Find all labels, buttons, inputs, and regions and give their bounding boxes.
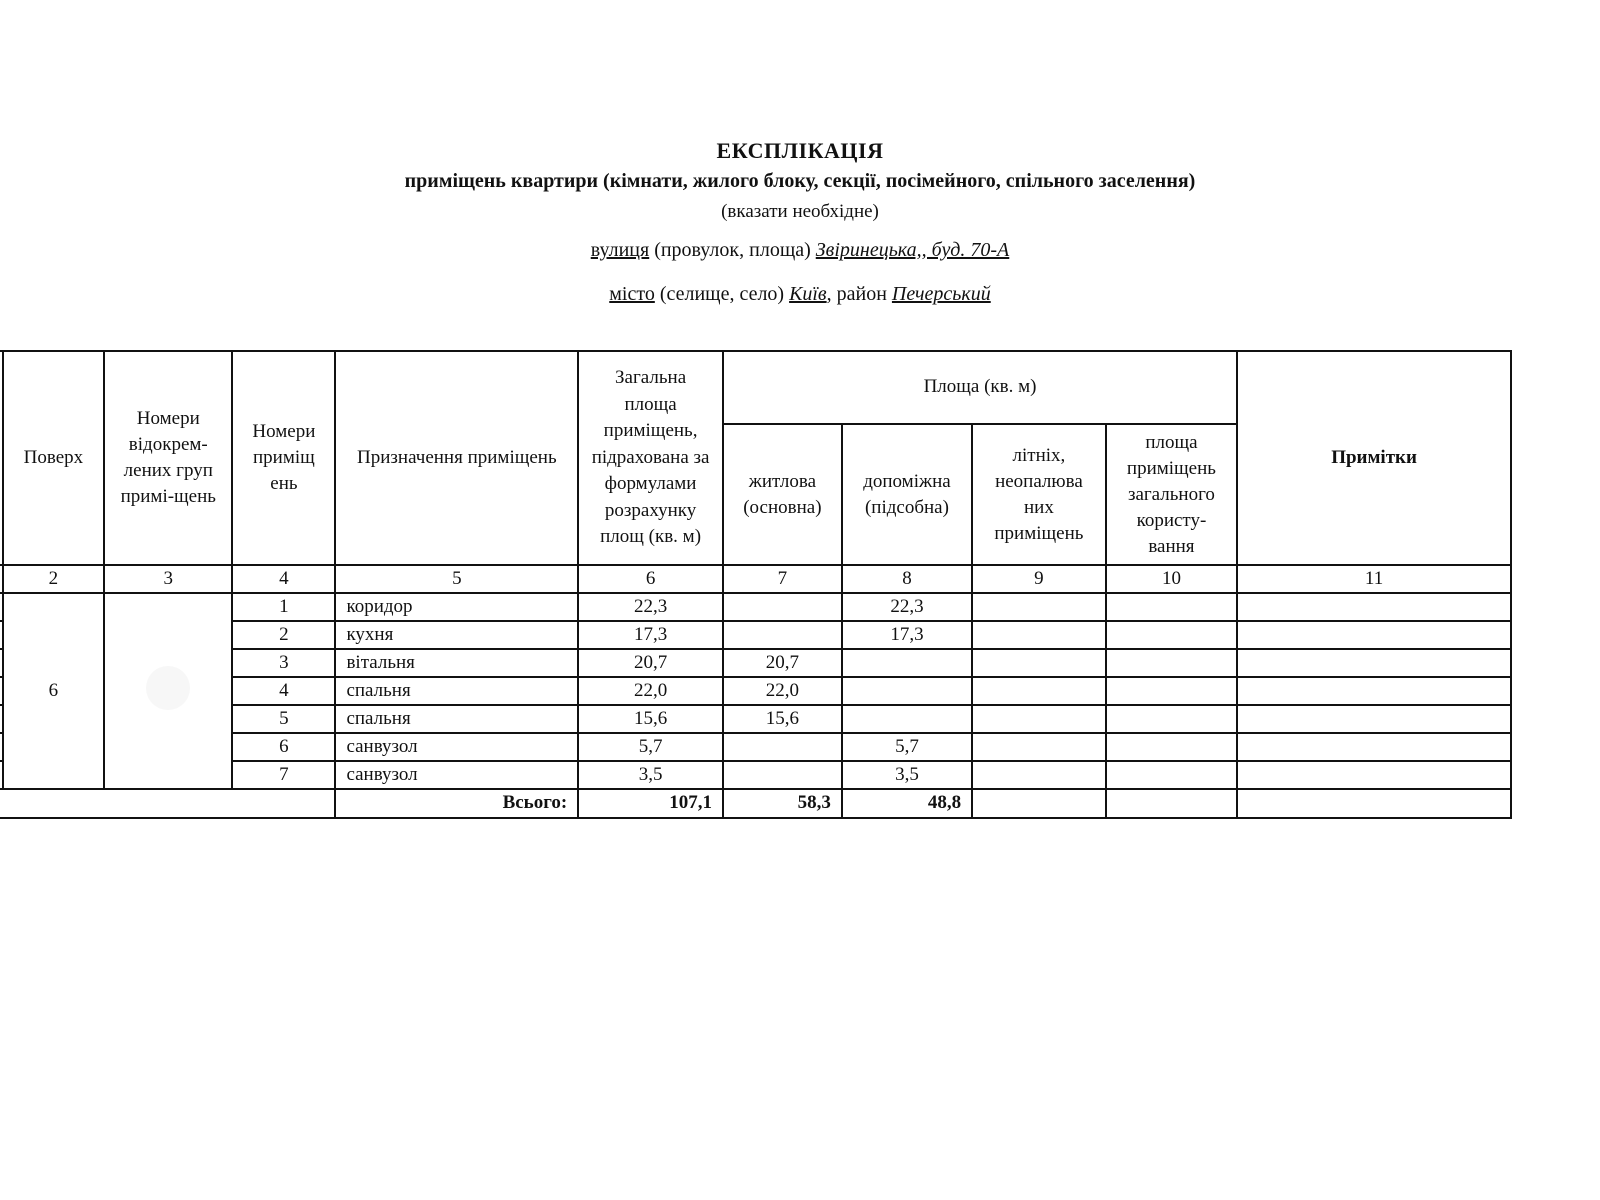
room-total-area: 5,7 <box>578 733 723 761</box>
city-paren: (селище, село) <box>659 283 785 305</box>
room-common-area <box>1106 649 1237 677</box>
room-living-area <box>723 733 842 761</box>
room-total-area: 22,3 <box>578 593 723 621</box>
document-hint: (вказати необхідне) <box>721 201 879 222</box>
totals-common-area <box>1106 789 1237 818</box>
room-notes <box>1237 677 1511 705</box>
room-notes <box>1237 761 1511 789</box>
colnum-6: 6 <box>578 565 723 593</box>
row-col1 <box>0 733 3 761</box>
room-purpose: вітальня <box>335 649 578 677</box>
totals-living-area: 58,3 <box>723 789 842 818</box>
colnum-2: 2 <box>3 565 104 593</box>
header-floor: Поверх <box>3 351 104 565</box>
totals-label: Всього: <box>335 789 578 818</box>
header-common: площа приміщень загального користу-вання <box>1106 424 1237 565</box>
row-col1 <box>0 621 3 649</box>
header-purpose: Призначення приміщень <box>335 351 578 565</box>
room-aux-area: 3,5 <box>842 761 972 789</box>
explication-table <box>0 350 1512 819</box>
room-common-area <box>1106 733 1237 761</box>
city-label: місто <box>609 283 655 305</box>
room-total-area: 20,7 <box>578 649 723 677</box>
room-summer-area <box>972 761 1106 789</box>
room-number: 7 <box>232 761 335 789</box>
header-auxiliary: допоміжна (підсобна) <box>842 424 972 565</box>
street-paren: (провулок, площа) <box>654 239 811 261</box>
totals-blank <box>0 789 335 818</box>
room-aux-area <box>842 677 972 705</box>
address-city-line <box>0 283 1600 306</box>
room-aux-area: 5,7 <box>842 733 972 761</box>
room-total-area: 22,0 <box>578 677 723 705</box>
room-aux-area: 22,3 <box>842 593 972 621</box>
header-group-numbers: Номери відокрем-лених груп примі-щень <box>104 351 232 565</box>
row-col1 <box>0 649 3 677</box>
room-common-area <box>1106 761 1237 789</box>
room-total-area: 3,5 <box>578 761 723 789</box>
district-label: , район <box>826 283 887 305</box>
document-title: ЕКСПЛІКАЦІЯ <box>716 138 884 163</box>
room-common-area <box>1106 705 1237 733</box>
address-street-line <box>0 239 1600 262</box>
room-summer-area <box>972 621 1106 649</box>
room-total-area: 17,3 <box>578 621 723 649</box>
totals-notes <box>1237 789 1511 818</box>
room-living-area <box>723 761 842 789</box>
row-col1 <box>0 705 3 733</box>
room-notes <box>1237 621 1511 649</box>
room-aux-area <box>842 705 972 733</box>
colnum-8: 8 <box>842 565 972 593</box>
room-aux-area <box>842 649 972 677</box>
header-area-group: Площа (кв. м) <box>723 351 1237 424</box>
column-number-row <box>0 565 1511 593</box>
room-common-area <box>1106 677 1237 705</box>
header-living: житлова (основна) <box>723 424 842 565</box>
room-living-area: 20,7 <box>723 649 842 677</box>
room-notes <box>1237 649 1511 677</box>
header-room-numbers: Номери приміщ ень <box>232 351 335 565</box>
room-notes <box>1237 705 1511 733</box>
street-label: вулиця <box>590 239 650 261</box>
table-row <box>0 593 1511 621</box>
room-number: 2 <box>232 621 335 649</box>
room-aux-area: 17,3 <box>842 621 972 649</box>
header-summer: літніх, неопалюва них приміщень <box>972 424 1106 565</box>
room-notes <box>1237 593 1511 621</box>
room-living-area: 22,0 <box>723 677 842 705</box>
totals-total-area: 107,1 <box>578 789 723 818</box>
room-common-area <box>1106 621 1237 649</box>
room-purpose: санвузол <box>335 733 578 761</box>
room-living-area <box>723 593 842 621</box>
room-summer-area <box>972 733 1106 761</box>
room-number: 4 <box>232 677 335 705</box>
room-number: 1 <box>232 593 335 621</box>
room-purpose: санвузол <box>335 761 578 789</box>
room-number: 5 <box>232 705 335 733</box>
totals-aux-area: 48,8 <box>842 789 972 818</box>
colnum-11: 11 <box>1237 565 1511 593</box>
room-purpose: коридор <box>335 593 578 621</box>
district-value: Печерський <box>891 283 991 305</box>
room-summer-area <box>972 705 1106 733</box>
stamp-mark <box>146 666 190 710</box>
room-summer-area <box>972 677 1106 705</box>
room-common-area <box>1106 593 1237 621</box>
totals-row <box>0 789 1511 818</box>
room-notes <box>1237 733 1511 761</box>
room-number: 3 <box>232 649 335 677</box>
header-row <box>0 351 1511 424</box>
document-subtitle: приміщень квартири (кімнати, жилого блоку, секції, посімейного, спільного заселення) <box>404 170 1196 192</box>
header-total-area: Загальна площа приміщень, підрахована за формулами розрахунку площ (кв. м) <box>578 351 723 565</box>
colnum-3: 3 <box>104 565 232 593</box>
room-summer-area <box>972 593 1106 621</box>
room-total-area: 15,6 <box>578 705 723 733</box>
floor-cell: 6 <box>3 593 104 789</box>
street-value: Звіринецька,, буд. 70-А <box>815 239 1010 261</box>
row-col1 <box>0 677 3 705</box>
room-living-area <box>723 621 842 649</box>
room-living-area: 15,6 <box>723 705 842 733</box>
colnum-9: 9 <box>972 565 1106 593</box>
colnum-7: 7 <box>723 565 842 593</box>
row-col1 <box>0 761 3 789</box>
room-purpose: спальня <box>335 677 578 705</box>
room-purpose: кухня <box>335 621 578 649</box>
room-number: 6 <box>232 733 335 761</box>
room-purpose: спальня <box>335 705 578 733</box>
group-number-cell <box>104 593 232 789</box>
colnum-10: 10 <box>1106 565 1237 593</box>
colnum-4: 4 <box>232 565 335 593</box>
header-notes: Примітки <box>1237 351 1511 565</box>
colnum-5: 5 <box>335 565 578 593</box>
city-value: Київ <box>789 283 827 305</box>
room-summer-area <box>972 649 1106 677</box>
totals-summer-area <box>972 789 1106 818</box>
